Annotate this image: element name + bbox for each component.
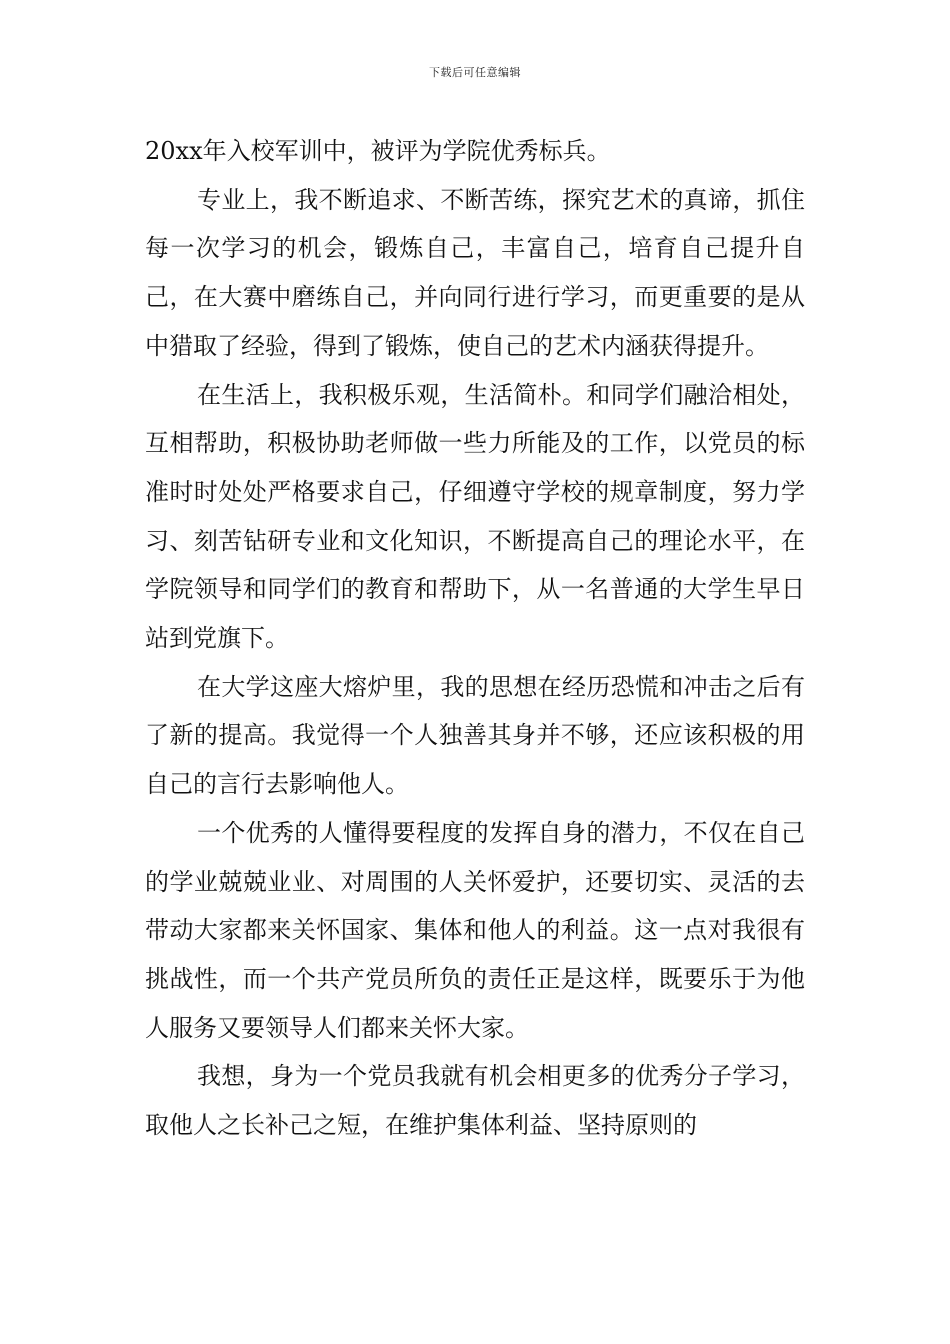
paragraph: 我想，身为一个党员我就有机会相更多的优秀分子学习，取他人之长补己之短，在维护集体利益、坚持原则的 <box>145 1062 805 1140</box>
paragraph: 专业上，我不断追求、不断苦练，探究艺术的真谛，抓住每一次学习的机会，锻炼自己，丰富自己，培育自己提升自己，在大赛中磨练自己，并向同行进行学习，而更重要的是从中猎取了经验，得到了锻炼，使自己的艺术内涵获得提升。 <box>145 185 805 360</box>
page-header: 下载后可任意编辑 <box>429 66 521 79</box>
paragraph: 在生活上，我积极乐观，生活简朴。和同学们融洽相处，互相帮助，积极协助老师做一些力所能及的工作，以党员的标准时时处处严格要求自己，仔细遵守学校的规章制度，努力学习、刻苦钻研专业和文化知识，不断提高自己的理论水平，在学院领导和同学们的教育和帮助下，从一名普通的大学生早日站到党旗下。 <box>145 380 805 653</box>
document-body <box>145 127 805 1150</box>
paragraph: 在大学这座大熔炉里，我的思想在经历恐慌和冲击之后有了新的提高。我觉得一个人独善其身并不够，还应该积极的用自己的言行去影响他人。 <box>145 672 805 799</box>
paragraph: 一个优秀的人懂得要程度的发挥自身的潜力，不仅在自己的学业兢兢业业、对周围的人关怀爱护，还要切实、灵活的去带动大家都来关怀国家、集体和他人的利益。这一点对我很有挑战性，而一个共产党员所负的责任正是这样，既要乐于为他人服务又要领导人们都来关怀大家。 <box>145 818 805 1042</box>
paragraph: 20xx年入校军训中，被评为学院优秀标兵。 <box>145 137 611 165</box>
